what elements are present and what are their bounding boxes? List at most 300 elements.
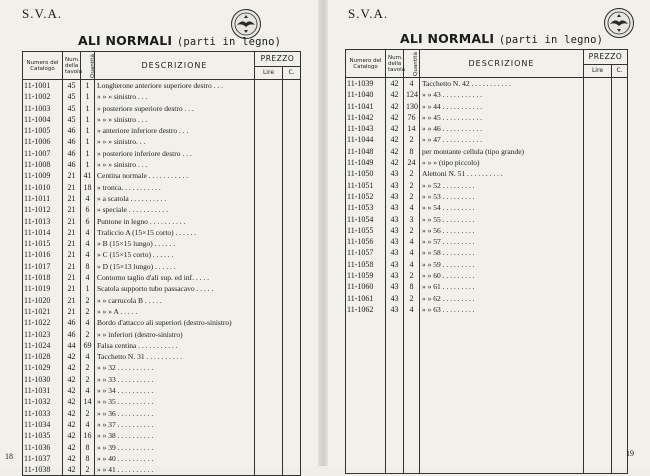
price-lire-cell <box>255 396 283 407</box>
price-lire-cell <box>255 295 283 306</box>
price-lire-cell <box>584 247 612 258</box>
table-row <box>23 261 301 272</box>
table-row <box>346 180 628 191</box>
price-cents-cell <box>283 136 301 147</box>
description-cell: » » 54 . . . . . . . . . <box>420 202 584 213</box>
plate-number-cell <box>386 451 404 462</box>
title-text: ALI NORMALI <box>78 33 173 48</box>
quantity-cell: 2 <box>404 270 420 281</box>
price-lire-cell <box>584 440 612 451</box>
catalog-table <box>22 51 301 476</box>
catalog-number-cell: 11-1014 <box>23 227 63 238</box>
price-cents-cell <box>283 227 301 238</box>
description-cell: » » 36 . . . . . . . . . . <box>95 408 255 419</box>
quantity-cell: 4 <box>404 304 420 315</box>
price-cents-cell <box>283 216 301 227</box>
catalog-number-cell <box>346 451 386 462</box>
quantity-cell: 1 <box>81 114 95 125</box>
price-cents-cell <box>612 89 628 100</box>
catalog-number-cell: 11-1001 <box>23 80 63 92</box>
price-cents-cell <box>283 272 301 283</box>
quantity-cell: 1 <box>81 125 95 136</box>
catalog-number-cell: 11-1029 <box>23 362 63 373</box>
quantity-cell: 3 <box>404 214 420 225</box>
catalog-number-cell: 11-1050 <box>346 168 386 179</box>
table-row <box>23 193 301 204</box>
col-header-prezzo: PREZZO <box>255 52 301 67</box>
catalog-number-cell: 11-1013 <box>23 216 63 227</box>
quantity-cell: 4 <box>81 249 95 260</box>
price-lire-cell <box>255 374 283 385</box>
plate-number-cell: 42 <box>63 374 81 385</box>
table-row <box>346 236 628 247</box>
plate-number-cell: 42 <box>63 408 81 419</box>
price-lire-cell <box>584 315 612 326</box>
description-cell: Falsa centina . . . . . . . . . . . <box>95 340 255 351</box>
price-lire-cell <box>584 372 612 383</box>
catalog-number-cell: 11-1033 <box>23 408 63 419</box>
quantity-cell <box>404 383 420 394</box>
quantity-cell <box>404 462 420 474</box>
table-row <box>23 148 301 159</box>
price-lire-cell <box>255 182 283 193</box>
catalog-number-cell: 11-1062 <box>346 304 386 315</box>
table-row <box>346 281 628 292</box>
table-row <box>346 338 628 349</box>
description-cell: » » 41 . . . . . . . . . . <box>95 464 255 476</box>
price-lire-cell <box>255 238 283 249</box>
price-lire-cell <box>255 170 283 181</box>
catalog-number-cell: 11-1054 <box>346 214 386 225</box>
description-cell: » » » sinistro. . . <box>95 136 255 147</box>
description-cell: » tronca. . . . . . . . . . . <box>95 182 255 193</box>
catalog-number-cell <box>346 440 386 451</box>
table-row <box>23 91 301 102</box>
price-lire-cell <box>584 236 612 247</box>
catalog-number-cell <box>346 349 386 360</box>
quantity-cell <box>404 338 420 349</box>
brand-mark: S.V.A. <box>22 6 63 21</box>
price-cents-cell <box>283 283 301 294</box>
plate-number-cell: 42 <box>63 362 81 373</box>
plate-number-cell: 43 <box>386 293 404 304</box>
price-lire-cell <box>584 157 612 168</box>
catalog-number-cell: 11-1028 <box>23 351 63 362</box>
plate-number-cell: 42 <box>386 101 404 112</box>
price-cents-cell <box>612 372 628 383</box>
catalog-number-cell: 11-1005 <box>23 125 63 136</box>
brand-mark: S.V.A. <box>348 6 389 21</box>
quantity-cell <box>404 360 420 371</box>
price-cents-cell <box>283 204 301 215</box>
price-lire-cell <box>255 125 283 136</box>
price-lire-cell <box>584 349 612 360</box>
price-lire-cell <box>255 159 283 170</box>
catalog-number-cell: 11-1037 <box>23 453 63 464</box>
table-row <box>346 214 628 225</box>
price-cents-cell <box>612 78 628 90</box>
quantity-cell: 1 <box>81 103 95 114</box>
price-lire-cell <box>255 148 283 159</box>
plate-number-cell <box>386 462 404 474</box>
price-lire-cell <box>584 327 612 338</box>
table-row <box>346 101 628 112</box>
plate-number-cell: 45 <box>63 103 81 114</box>
quantity-cell <box>404 406 420 417</box>
catalog-number-cell <box>346 406 386 417</box>
table-row <box>346 406 628 417</box>
plate-number-cell: 45 <box>63 91 81 102</box>
catalog-number-cell: 11-1042 <box>346 112 386 123</box>
catalog-number-cell: 11-1049 <box>346 157 386 168</box>
quantity-cell: 6 <box>81 204 95 215</box>
plate-number-cell: 42 <box>63 430 81 441</box>
price-cents-cell <box>612 462 628 474</box>
price-cents-cell <box>283 261 301 272</box>
price-lire-cell <box>255 91 283 102</box>
quantity-cell: 1 <box>81 283 95 294</box>
price-lire-cell <box>584 417 612 428</box>
plate-number-cell <box>386 440 404 451</box>
plate-number-cell: 46 <box>63 148 81 159</box>
quantity-cell: 4 <box>81 317 95 328</box>
quantity-cell: 16 <box>81 430 95 441</box>
price-cents-cell <box>612 146 628 157</box>
table-row <box>346 168 628 179</box>
plate-number-cell <box>386 327 404 338</box>
description-cell: » » » (tipo piccolo) <box>420 157 584 168</box>
price-cents-cell <box>283 249 301 260</box>
price-lire-cell <box>255 227 283 238</box>
quantity-cell: 18 <box>81 182 95 193</box>
quantity-cell: 2 <box>81 306 95 317</box>
table-row <box>346 89 628 100</box>
quantity-cell: 2 <box>404 180 420 191</box>
description-cell: Puntone in legno . . . . . . . . . . <box>95 216 255 227</box>
price-cents-cell <box>283 374 301 385</box>
description-cell: » » 60 . . . . . . . . . <box>420 270 584 281</box>
price-cents-cell <box>612 112 628 123</box>
plate-number-cell: 42 <box>63 442 81 453</box>
quantity-cell: 2 <box>81 464 95 476</box>
catalog-number-cell: 11-1048 <box>346 146 386 157</box>
table-row <box>23 125 301 136</box>
plate-number-cell: 46 <box>63 136 81 147</box>
table-row <box>23 204 301 215</box>
catalog-number-cell: 11-1059 <box>346 270 386 281</box>
quantity-cell <box>404 315 420 326</box>
catalog-number-cell: 11-1031 <box>23 385 63 396</box>
price-cents-cell <box>612 293 628 304</box>
price-lire-cell <box>255 351 283 362</box>
page-title <box>78 33 281 48</box>
price-cents-cell <box>612 281 628 292</box>
catalog-number-cell: 11-1030 <box>23 374 63 385</box>
quantity-cell: 6 <box>81 216 95 227</box>
table-row <box>346 247 628 258</box>
price-cents-cell <box>612 168 628 179</box>
price-cents-cell <box>612 406 628 417</box>
description-cell: » a scatola . . . . . . . . . . <box>95 193 255 204</box>
price-cents-cell <box>612 225 628 236</box>
catalog-number-cell: 11-1040 <box>346 89 386 100</box>
catalog-number-cell: 11-1015 <box>23 238 63 249</box>
table-row <box>346 225 628 236</box>
quantity-cell: 4 <box>404 78 420 90</box>
table-row <box>23 351 301 362</box>
quantity-cell: 4 <box>404 247 420 258</box>
table-row <box>23 80 301 92</box>
price-lire-cell <box>255 385 283 396</box>
description-cell: » » » sinistro . . . <box>95 91 255 102</box>
catalog-table-body <box>346 78 628 474</box>
price-lire-cell <box>255 340 283 351</box>
catalog-number-cell <box>346 315 386 326</box>
plate-number-cell: 21 <box>63 216 81 227</box>
price-lire-cell <box>584 338 612 349</box>
price-cents-cell <box>612 259 628 270</box>
catalog-number-cell: 11-1057 <box>346 247 386 258</box>
table-row <box>23 442 301 453</box>
table-row <box>23 329 301 340</box>
price-cents-cell <box>283 182 301 193</box>
price-cents-cell <box>612 134 628 145</box>
table-row <box>23 159 301 170</box>
catalog-number-cell: 11-1038 <box>23 464 63 476</box>
price-lire-cell <box>255 283 283 294</box>
price-cents-cell <box>283 317 301 328</box>
catalog-number-cell: 11-1006 <box>23 136 63 147</box>
description-cell: » » carrucola B . . . . . <box>95 295 255 306</box>
plate-number-cell: 42 <box>386 78 404 90</box>
col-header-centesimi: C. <box>283 67 301 80</box>
table-row <box>23 419 301 430</box>
plate-number-cell: 42 <box>386 112 404 123</box>
catalog-number-cell <box>346 417 386 428</box>
description-cell <box>420 428 584 439</box>
quantity-cell: 130 <box>404 101 420 112</box>
price-cents-cell <box>612 360 628 371</box>
price-cents-cell <box>283 453 301 464</box>
price-cents-cell <box>283 442 301 453</box>
catalog-table-body <box>23 80 301 476</box>
plate-number-cell: 43 <box>386 225 404 236</box>
quantity-cell: 124 <box>404 89 420 100</box>
catalog-number-cell: 11-1021 <box>23 306 63 317</box>
plate-number-cell: 21 <box>63 249 81 260</box>
description-cell: » D (15×13 lungo) . . . . . . <box>95 261 255 272</box>
catalog-table <box>345 49 628 474</box>
description-cell: » anteriore inferiore destro . . . <box>95 125 255 136</box>
plate-number-cell: 21 <box>63 283 81 294</box>
table-row <box>346 428 628 439</box>
table-row <box>346 451 628 462</box>
quantity-cell: 14 <box>404 123 420 134</box>
table-row <box>23 283 301 294</box>
price-lire-cell <box>584 168 612 179</box>
catalog-number-cell <box>346 327 386 338</box>
table-row <box>23 362 301 373</box>
quantity-cell: 2 <box>81 329 95 340</box>
price-lire-cell <box>255 408 283 419</box>
price-lire-cell <box>255 136 283 147</box>
table-row <box>23 317 301 328</box>
quantity-cell: 2 <box>404 225 420 236</box>
plate-number-cell: 21 <box>63 272 81 283</box>
plate-number-cell: 42 <box>63 396 81 407</box>
catalog-number-cell: 11-1007 <box>23 148 63 159</box>
table-row <box>23 430 301 441</box>
description-cell: Tacchetto N. 31 . . . . . . . . . . <box>95 351 255 362</box>
description-cell <box>420 372 584 383</box>
catalog-number-cell: 11-1012 <box>23 204 63 215</box>
description-cell: » » » sinistro . . . <box>95 159 255 170</box>
catalog-number-cell: 11-1039 <box>346 78 386 90</box>
price-lire-cell <box>255 103 283 114</box>
quantity-cell <box>404 394 420 405</box>
plate-number-cell: 42 <box>63 419 81 430</box>
table-row <box>346 123 628 134</box>
description-cell <box>420 462 584 474</box>
price-cents-cell <box>612 157 628 168</box>
quantity-cell: 14 <box>81 396 95 407</box>
plate-number-cell: 42 <box>386 146 404 157</box>
table-row <box>346 315 628 326</box>
description-cell: » » 53 . . . . . . . . . <box>420 191 584 202</box>
table-row <box>23 295 301 306</box>
plate-number-cell: 46 <box>63 317 81 328</box>
catalog-number-cell: 11-1060 <box>346 281 386 292</box>
table-row <box>346 191 628 202</box>
table-row <box>23 396 301 407</box>
description-cell: » » 57 . . . . . . . . . <box>420 236 584 247</box>
catalog-number-cell <box>346 394 386 405</box>
description-cell: Scatola supporto tubo passacavo . . . . . <box>95 283 255 294</box>
catalog-number-cell: 11-1056 <box>346 236 386 247</box>
plate-number-cell: 42 <box>63 385 81 396</box>
description-cell <box>420 315 584 326</box>
table-row <box>346 327 628 338</box>
price-cents-cell <box>283 340 301 351</box>
price-lire-cell <box>584 214 612 225</box>
quantity-cell: 2 <box>404 293 420 304</box>
col-header-numero: Numero del Catalogo <box>346 50 386 78</box>
table-row <box>23 227 301 238</box>
quantity-cell: 4 <box>81 419 95 430</box>
description-cell: » » 55 . . . . . . . . . <box>420 214 584 225</box>
plate-number-cell: 43 <box>386 202 404 213</box>
catalog-number-cell: 11-1020 <box>23 295 63 306</box>
description-cell: Traliccio A (15×15 corto) . . . . . . <box>95 227 255 238</box>
description-cell: » B (15×15 lungo) . . . . . . <box>95 238 255 249</box>
price-cents-cell <box>612 123 628 134</box>
plate-number-cell <box>386 406 404 417</box>
price-cents-cell <box>283 170 301 181</box>
table-row <box>23 170 301 181</box>
left-page <box>0 0 318 475</box>
price-cents-cell <box>612 270 628 281</box>
description-cell: » » 35 . . . . . . . . . . <box>95 396 255 407</box>
plate-number-cell: 43 <box>386 247 404 258</box>
plate-number-cell: 43 <box>386 304 404 315</box>
description-cell: » » 44 . . . . . . . . . . . <box>420 101 584 112</box>
price-lire-cell <box>584 89 612 100</box>
plate-number-cell: 42 <box>386 123 404 134</box>
catalog-number-cell: 11-1009 <box>23 170 63 181</box>
title-subtitle: (parti in legno) <box>498 34 604 46</box>
catalog-number-cell: 11-1044 <box>346 134 386 145</box>
catalog-number-cell: 11-1018 <box>23 272 63 283</box>
price-cents-cell <box>612 247 628 258</box>
quantity-cell: 41 <box>81 170 95 181</box>
plate-number-cell: 43 <box>386 259 404 270</box>
catalog-number-cell: 11-1003 <box>23 103 63 114</box>
price-lire-cell <box>255 272 283 283</box>
quantity-cell <box>404 372 420 383</box>
description-cell <box>420 383 584 394</box>
plate-number-cell: 43 <box>386 168 404 179</box>
description-cell: » » 45 . . . . . . . . . . . <box>420 112 584 123</box>
plate-number-cell: 43 <box>386 191 404 202</box>
price-lire-cell <box>584 78 612 90</box>
catalog-number-cell: 11-1011 <box>23 193 63 204</box>
price-lire-cell <box>584 112 612 123</box>
quantity-cell <box>404 451 420 462</box>
price-lire-cell <box>255 464 283 476</box>
price-lire-cell <box>255 329 283 340</box>
price-lire-cell <box>255 442 283 453</box>
table-row <box>23 238 301 249</box>
table-row <box>346 202 628 213</box>
price-cents-cell <box>283 385 301 396</box>
price-cents-cell <box>283 329 301 340</box>
catalog-number-cell: 11-1019 <box>23 283 63 294</box>
description-cell: » » 63 . . . . . . . . . <box>420 304 584 315</box>
quantity-cell: 1 <box>81 148 95 159</box>
catalog-number-cell <box>346 428 386 439</box>
description-cell <box>420 394 584 405</box>
description-cell: » speciale . . . . . . . . . . . <box>95 204 255 215</box>
table-row <box>23 103 301 114</box>
catalog-number-cell: 11-1052 <box>346 191 386 202</box>
table-row <box>23 464 301 476</box>
table-row <box>23 306 301 317</box>
price-cents-cell <box>283 193 301 204</box>
plate-number-cell <box>386 428 404 439</box>
catalog-number-cell: 11-1004 <box>23 114 63 125</box>
col-header-quantita-text: Quantità <box>412 51 419 76</box>
price-lire-cell <box>584 134 612 145</box>
col-header-prezzo: PREZZO <box>584 50 628 65</box>
description-cell: » » inferiori (destro-sinistro) <box>95 329 255 340</box>
title-subtitle: (parti in legno) <box>176 36 282 48</box>
price-lire-cell <box>255 362 283 373</box>
page-number: 18 <box>5 452 13 461</box>
table-row <box>346 383 628 394</box>
plate-number-cell: 46 <box>63 159 81 170</box>
price-lire-cell <box>584 259 612 270</box>
price-cents-cell <box>612 101 628 112</box>
quantity-cell: 76 <box>404 112 420 123</box>
plate-number-cell: 21 <box>63 182 81 193</box>
catalog-number-cell: 11-1002 <box>23 91 63 102</box>
catalog-number-cell: 11-1017 <box>23 261 63 272</box>
quantity-cell: 4 <box>81 238 95 249</box>
col-header-tavola: Num. della tavola <box>63 52 81 80</box>
price-lire-cell <box>255 114 283 125</box>
table-row <box>346 417 628 428</box>
table-row <box>23 249 301 260</box>
